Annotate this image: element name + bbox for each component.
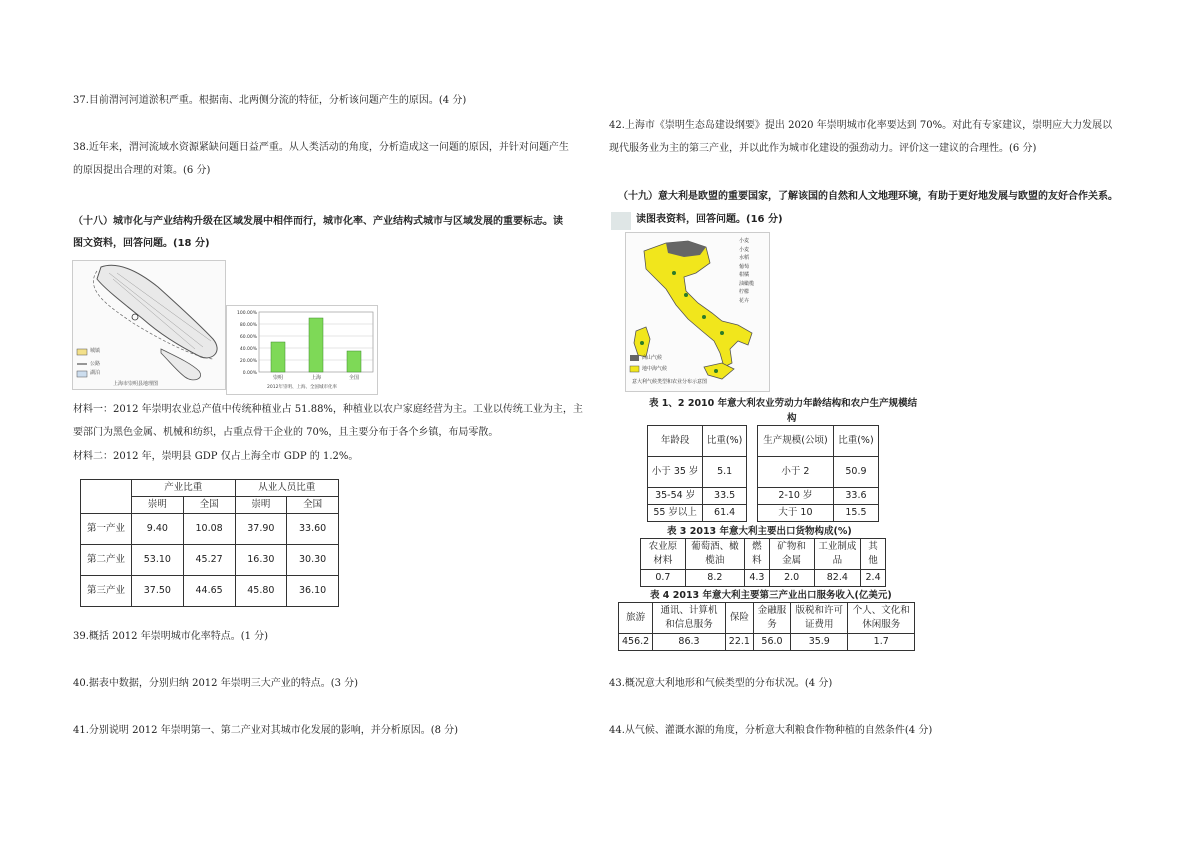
table-cell: 小于 35 岁 [648, 457, 703, 488]
table-header: 比重(%) [703, 426, 747, 457]
table-subheader: 崇明 [235, 497, 287, 514]
table-cell: 30.30 [287, 545, 339, 576]
table-header: 保险 [725, 603, 753, 634]
table-row [619, 634, 915, 651]
map-legend-item: 小麦 [739, 246, 750, 253]
table-subheader: 全国 [287, 497, 339, 514]
question-38-line2: 的原因提出合理的对策。(6 分) [73, 165, 211, 176]
section-18-heading-line2: 图文资料，回答问题。(18 分) [73, 238, 210, 249]
table-cell: 2.4 [861, 570, 886, 587]
y-tick-label: 60.00% [239, 334, 257, 340]
table-header: 农业原材料 [641, 539, 686, 570]
map-legend-item: 柠檬 [739, 289, 750, 295]
table-cell: 大于 10 [758, 505, 834, 522]
table-cell: 53.10 [132, 545, 184, 576]
section-19-heading-line1: （十九）意大利是欧盟的重要国家，了解该国的自然和人文地理环境，有助于更好地发展与欧盟的友好合作关系。 [618, 191, 1118, 202]
table-cell: 1.7 [848, 634, 915, 651]
table-cell: 2-10 岁 [758, 488, 834, 505]
map-legend-item: 花卉 [739, 297, 750, 304]
material-1-line1: 材料一：2012 年崇明农业总产值中传统种植业占 51.88%，种植业以农户家庭经营为主。工业以传统工业为主，主 [73, 404, 583, 415]
chart-caption: 2012年崇明、上海、全国城市化率 [267, 385, 337, 390]
map-legend-item: 葡萄 [739, 263, 750, 270]
map-legend-item: 城镇 [90, 348, 101, 354]
table-subheader: 全国 [183, 497, 235, 514]
table-cell: 82.4 [814, 570, 861, 587]
italy-map-figure [625, 232, 770, 392]
table-header: 产业比重 [132, 480, 236, 497]
table-cell: 45.80 [235, 576, 287, 607]
question-43: 43.概况意大利地形和气候类型的分布状况。(4 分) [609, 678, 833, 689]
table-cell: 56.0 [753, 634, 790, 651]
map-legend-item: 公路 [90, 361, 101, 367]
table-cell: 55 岁以上 [648, 505, 703, 522]
question-39: 39.概括 2012 年崇明城市化率特点。(1 分) [73, 631, 269, 642]
section-19-heading-line2: 读图表资料，回答问题。(16 分) [636, 214, 783, 225]
table-header: 燃料 [744, 539, 769, 570]
table-header: 旅游 [619, 603, 653, 634]
map-legend-item: 油橄榄 [739, 280, 755, 287]
tables-1-2-caption-line1: 表 1、2 2010 年意大利农业劳动力年龄结构和农户生产规模结 [649, 398, 918, 409]
table-row [648, 505, 747, 522]
table-header: 比重(%) [833, 426, 878, 457]
thumbnail-image [611, 212, 631, 230]
bar-chart-svg [227, 306, 377, 394]
bar [309, 318, 323, 372]
table-cell: 37.50 [132, 576, 184, 607]
question-44: 44.从气候、灌溉水源的角度，分析意大利粮食作物种植的自然条件(4 分) [609, 725, 933, 736]
table-cell: 4.3 [744, 570, 769, 587]
map-legend-item: 水稻 [739, 255, 750, 261]
table-cell: 61.4 [703, 505, 747, 522]
italy-map-legend [739, 237, 754, 305]
x-tick-label: 崇明 [272, 375, 284, 381]
question-42-line1: 42.上海市《崇明生态岛建设纲要》提出 2020 年崇明城市化率要达到 70%。对此有专家建议，崇明应大力发展以 [609, 120, 1113, 131]
table-4-caption: 表 4 2013 年意大利主要第三产业出口服务收入(亿美元) [650, 590, 892, 601]
question-37: 37.目前渭河河道淤积严重。根据南、北两侧分流的特征，分析该问题产生的原因。(4 分) [73, 95, 467, 106]
table-subheader: 崇明 [132, 497, 184, 514]
x-tick-label: 全国 [348, 375, 360, 381]
table-row [81, 576, 339, 607]
table-row [81, 545, 339, 576]
table-cell: 35.9 [791, 634, 848, 651]
service-income-table [618, 602, 915, 651]
climate-legend-item: 地中海气候 [642, 366, 668, 372]
table-header: 葡萄酒、橄榄油 [685, 539, 744, 570]
table-cell: 45.27 [183, 545, 235, 576]
section-18-heading-line1: （十八）城市化与产业结构升级在区域发展中相伴而行，城市化率、产业结构式城市与区域发展的重要标志。读 [73, 216, 563, 227]
x-tick-label: 上海 [310, 375, 322, 381]
table-cell: 35-54 岁 [648, 488, 703, 505]
urbanization-bar-chart [226, 305, 378, 395]
italy-map-caption: 意大利气候类型和农业分布示意图 [632, 379, 708, 385]
question-38-line1: 38.近年来，渭河流域水资源紧缺问题日益严重。从人类活动的角度，分析造成这一问题的原因，并针对问题产生 [73, 142, 569, 153]
bar [271, 342, 285, 372]
y-tick-label: 0.00% [242, 370, 257, 376]
material-1-line2: 要部门为黑色金属、机械和纺织，占重点骨干企业的 70%，且主要分布于各个乡镇，布局零散。 [73, 427, 499, 438]
table-cell: 37.90 [235, 514, 287, 545]
table-header: 通讯、计算机和信息服务 [653, 603, 726, 634]
table-3-caption: 表 3 2013 年意大利主要出口货物构成(%) [667, 526, 852, 537]
map-legend-item: 湖泊 [90, 370, 101, 376]
table-cell: 33.60 [287, 514, 339, 545]
table-row [758, 488, 879, 505]
table-cell: 小于 2 [758, 457, 834, 488]
y-tick-label: 100.00% [236, 310, 257, 316]
map-caption: 上海市崇明县地理图 [113, 381, 159, 387]
table-header: 工业制成品 [814, 539, 861, 570]
table-cell: 456.2 [619, 634, 653, 651]
map-legend-item: 柑橘 [739, 272, 750, 278]
chongming-map-figure [72, 260, 226, 390]
table-cell: 0.7 [641, 570, 686, 587]
table-header: 年龄段 [648, 426, 703, 457]
table-row [641, 570, 886, 587]
table-corner-cell [81, 480, 132, 514]
material-2: 材料二：2012 年，崇明县 GDP 仅占上海全市 GDP 的 1.2%。 [73, 451, 359, 462]
export-goods-table [640, 538, 886, 587]
climate-legend-item: 高山气候 [642, 355, 663, 361]
map-legend-item: 小麦 [739, 238, 750, 244]
table-header: 个人、文化和休闲服务 [848, 603, 915, 634]
table-cell: 8.2 [685, 570, 744, 587]
row-label: 第三产业 [81, 576, 132, 607]
table-cell: 33.6 [833, 488, 878, 505]
table-header: 矿物和金属 [769, 539, 814, 570]
table-row [758, 505, 879, 522]
question-42-line2: 现代服务业为主的第三产业，并以此作为城市化建设的强劲动力。评价这一建议的合理性。(6 分) [609, 143, 1037, 154]
table-cell: 22.1 [725, 634, 753, 651]
table-cell: 16.30 [235, 545, 287, 576]
table-cell: 36.10 [287, 576, 339, 607]
table-cell: 86.3 [653, 634, 726, 651]
table-cell: 15.5 [833, 505, 878, 522]
table-header: 金融服务 [753, 603, 790, 634]
y-tick-label: 80.00% [239, 322, 257, 328]
table-cell: 2.0 [769, 570, 814, 587]
table-row [758, 457, 879, 488]
table-header: 生产规模(公顷) [758, 426, 834, 457]
production-scale-table [757, 425, 879, 522]
table-row [648, 488, 747, 505]
age-structure-table [647, 425, 747, 522]
table-row [81, 514, 339, 545]
table-cell: 5.1 [703, 457, 747, 488]
table-header: 版税和许可证费用 [791, 603, 848, 634]
table-row [648, 457, 747, 488]
table-cell: 33.5 [703, 488, 747, 505]
table-header: 从业人员比重 [235, 480, 339, 497]
table-cell: 50.9 [833, 457, 878, 488]
bar [347, 351, 361, 372]
row-label: 第一产业 [81, 514, 132, 545]
table-cell: 44.65 [183, 576, 235, 607]
table-header: 其他 [861, 539, 886, 570]
chongming-industry-table [80, 479, 339, 607]
question-41: 41.分别说明 2012 年崇明第一、第二产业对其城市化发展的影响，并分析原因。(8 分) [73, 725, 459, 736]
table-cell: 9.40 [132, 514, 184, 545]
question-40: 40.据表中数据，分别归纳 2012 年崇明三大产业的特点。(3 分) [73, 678, 359, 689]
y-tick-label: 40.00% [239, 346, 257, 352]
y-tick-label: 20.00% [239, 358, 257, 364]
row-label: 第二产业 [81, 545, 132, 576]
tables-1-2-caption-line2: 构 [787, 413, 797, 424]
table-cell: 10.08 [183, 514, 235, 545]
